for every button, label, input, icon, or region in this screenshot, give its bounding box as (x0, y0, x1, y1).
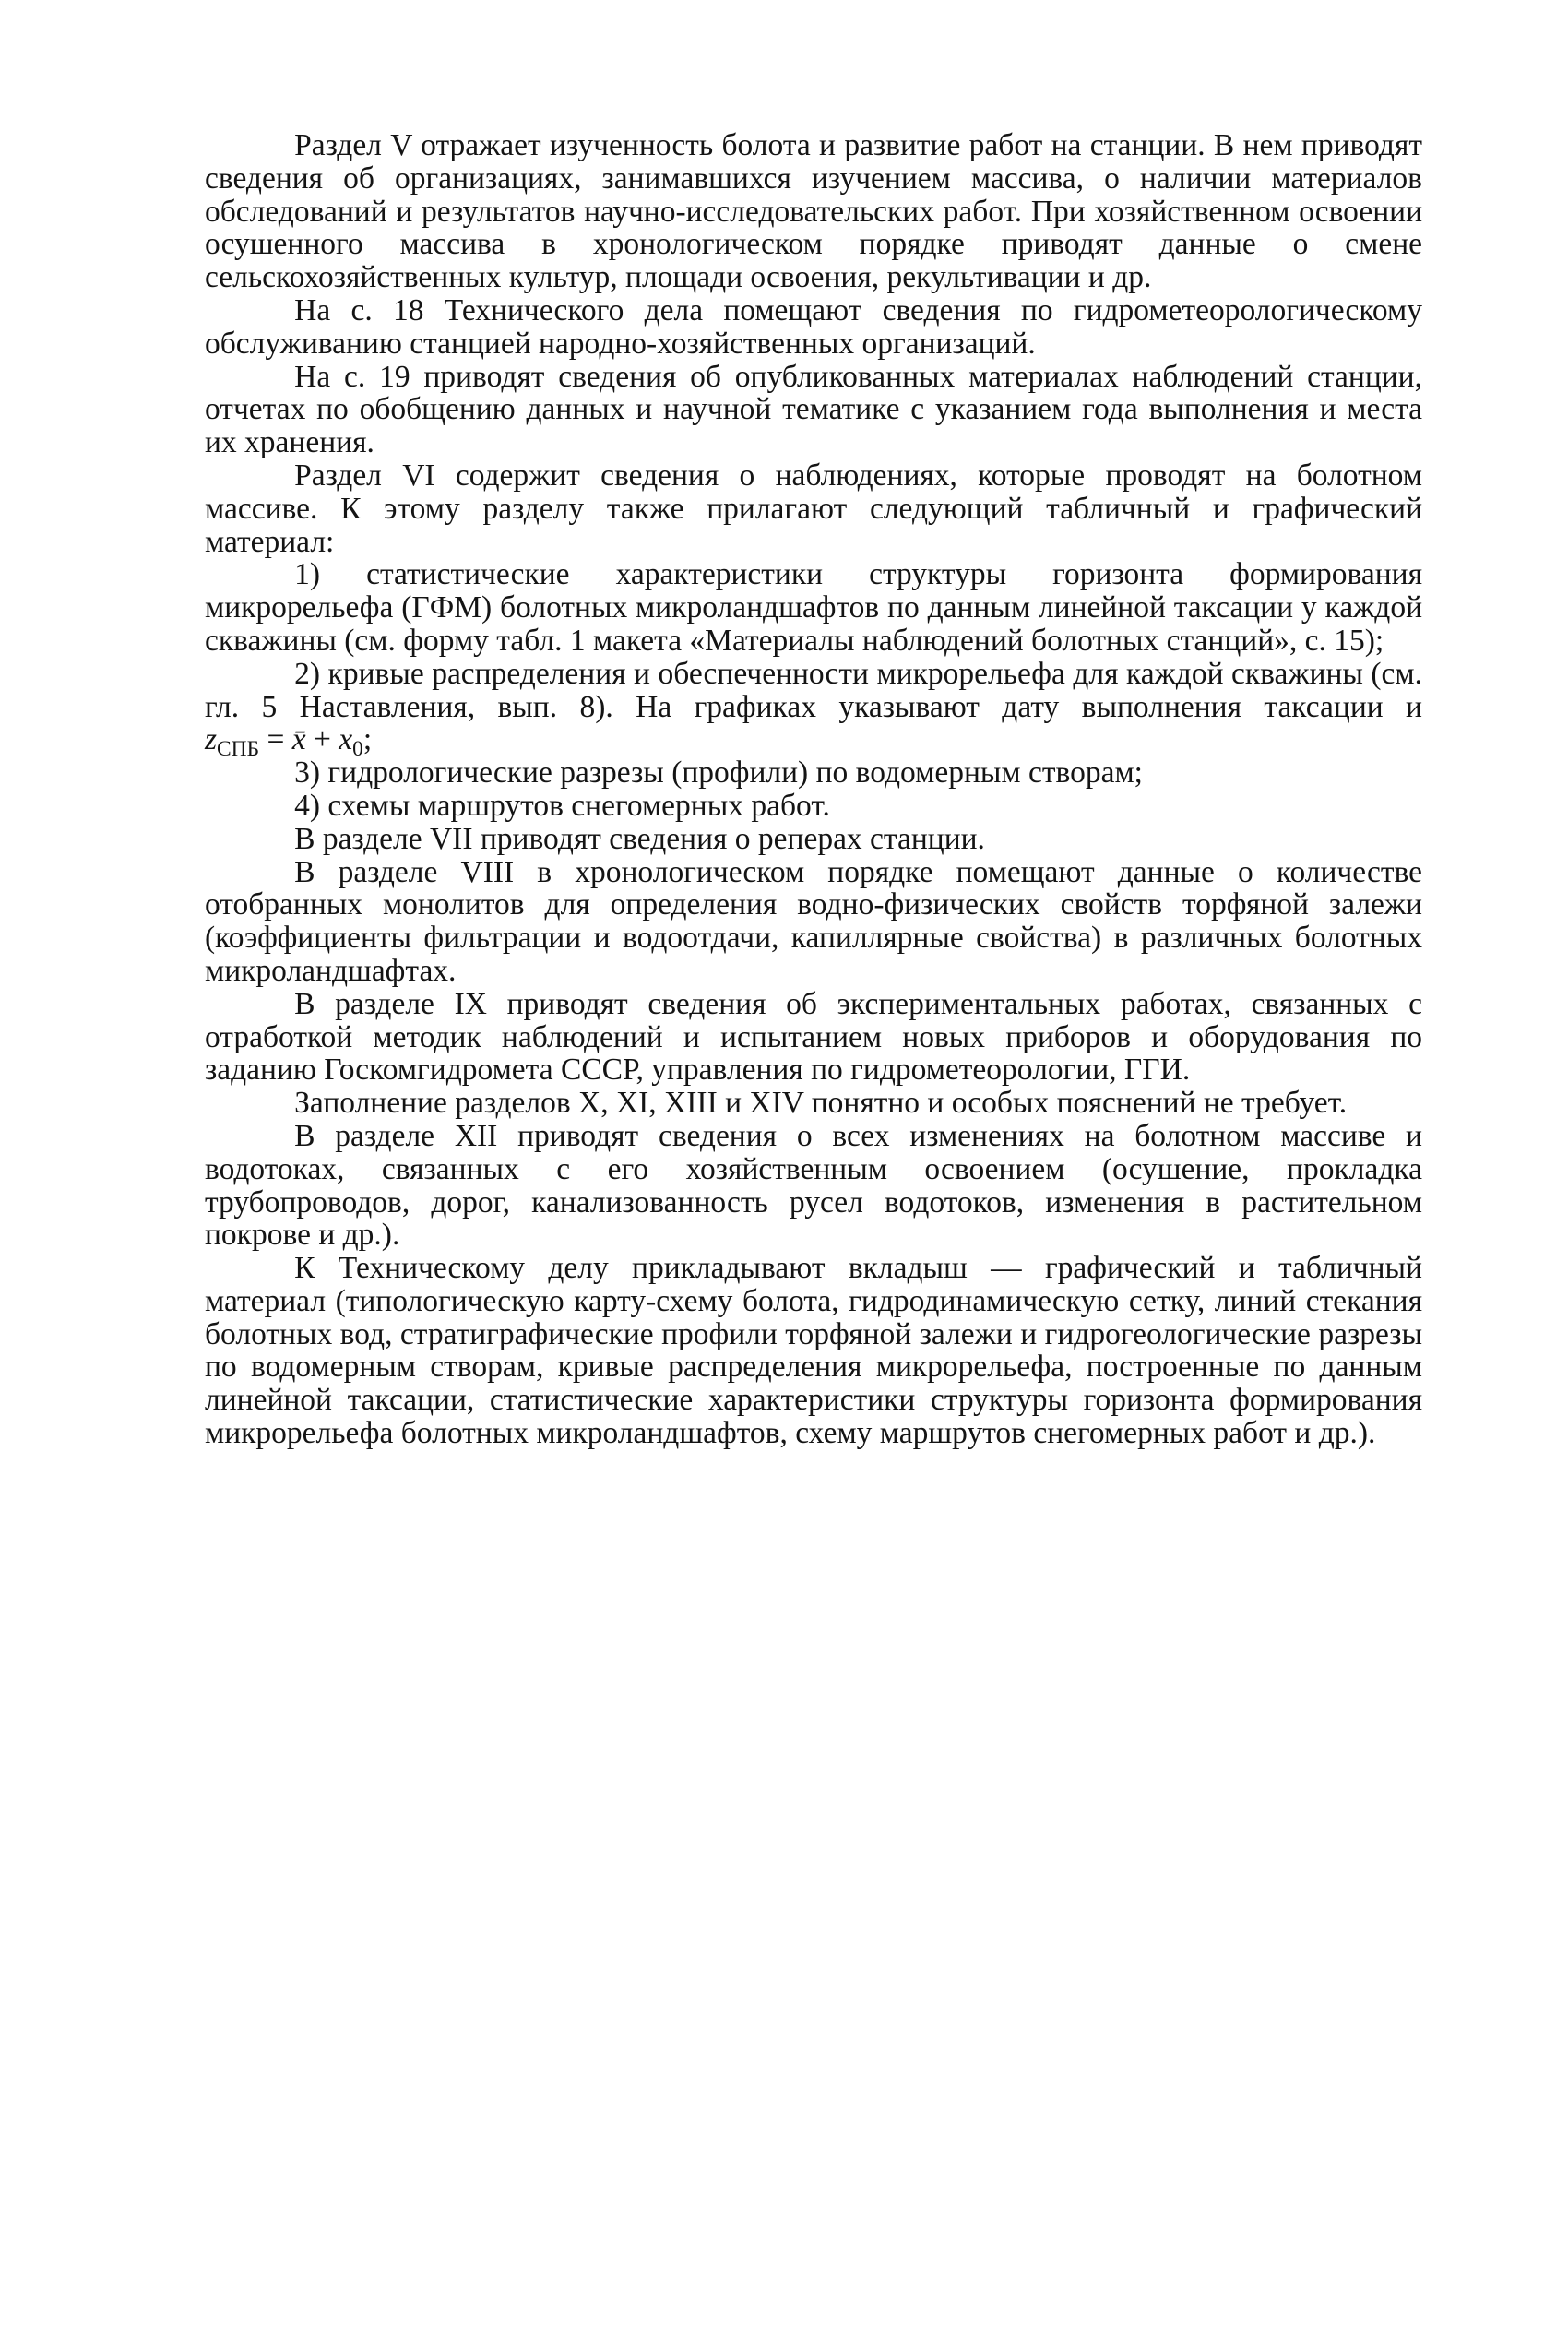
paragraph-insert: К Техническому делу прикладывают вкладыш — графический и табличный материал (типологическую карту-схему болота, гидродинамическую сетку, линий стекания болотных вод, стратиграфические профили торфяной залежи и гидрогеологические разрезы по водомерным створам, кривые распределения микрорельефа, построенные по данным линейной таксации, статистические характеристики структуры горизонта формирования микрорельефа болотных микроландшафтов, схему маршрутов снегомерных работ и др.). (205, 1251, 1422, 1451)
paragraph-section-v: Раздел V отражает изученность болота и развитие работ на станции. В нем приводят сведения об организациях, занимавшихся изучением массива, о наличии материалов обследований и результатов научно-исследовательских работ. При хозяйственном освоении осушенного массива в хронологическом порядке приводят данные о смене сельскохозяйственных культур, площади освоения, рекультивации и др. (205, 128, 1422, 295)
formula-mean: x̄ (291, 722, 306, 757)
formula-plus: + (313, 722, 331, 757)
paragraph-page-18: На с. 18 Технического дела помещают сведения по гидрометеорологическому обслуживанию станцией народно-хозяйственных организаций. (205, 292, 1422, 361)
paragraph-sections-x-xiv: Заполнение разделов X, XI, XIII и XIV понятно и особых пояснений не требует. (294, 1086, 1348, 1121)
paragraph-section-vi: Раздел VI содержит сведения о наблюдениях, которые проводят на болотном массиве. К этому разделу также прилагают следующий табличный и графический материал: (205, 458, 1422, 559)
paragraph-section-xii: В разделе XII приводят сведения о всех изменениях на болотном массиве и водотоках, связанных с его хозяйственным освоением (осушение, прокладка трубопроводов, дорог, канализованность русел водотоков, изменения в растительном покрове и др.). (205, 1118, 1422, 1253)
formula-subscript: СПБ (217, 737, 260, 762)
formula-x0: x (339, 722, 353, 757)
formula-end: ; (362, 722, 373, 757)
paragraph-section-viii: В разделе VIII в хронологическом порядке помещают данные о количестве отобранных монолитов для определения водно-физических свойств торфяной залежи (коэффициенты фильтрации и водоотдачи, капиллярные свойства) в различных болотных микроландшафтах. (205, 854, 1422, 988)
formula-variable: z (205, 722, 218, 757)
formula-equals: = (267, 722, 285, 757)
paragraph-section-vii: В разделе VII приводят сведения о реперах станции. (294, 821, 985, 856)
list-item-1: 1) статистические характеристики структуры горизонта формирования микрорельефа (ГФМ) болотных микроландшафтов по данным линейной таксации у каждой скважины (см. форму табл. 1 макета «Материалы наблюдений болотных станций», с. 15); (205, 557, 1422, 658)
formula-z-spb (205, 722, 373, 762)
list-item-4: 4) схемы маршрутов снегомерных работ. (294, 788, 830, 823)
list-item-2 (205, 656, 1422, 762)
paragraph-page-19: На с. 19 приводят сведения об опубликованных материалах наблюдений станции, отчетах по обобщению данных и научной тематике с указанием года выполнения и места их хранения. (205, 359, 1422, 460)
paragraph-section-ix: В разделе IX приводят сведения об экспериментальных работах, связанных с отработкой методик наблюдений и испытанием новых приборов и оборудования по заданию Госкомгидромета СССР, управления по гидрометеорологии, ГГИ. (205, 986, 1422, 1088)
formula-x0-subscript: 0 (352, 737, 363, 762)
list-item-3: 3) гидрологические разрезы (профили) по водомерным створам; (294, 756, 1143, 791)
list-item-2-text: 2) кривые распределения и обеспеченности микрорельефа для каждой скважины (см. гл. 5 Наставления, вып. 8). На графиках указывают дату выполнения таксации и (205, 656, 1422, 724)
document-page (205, 129, 1422, 1450)
